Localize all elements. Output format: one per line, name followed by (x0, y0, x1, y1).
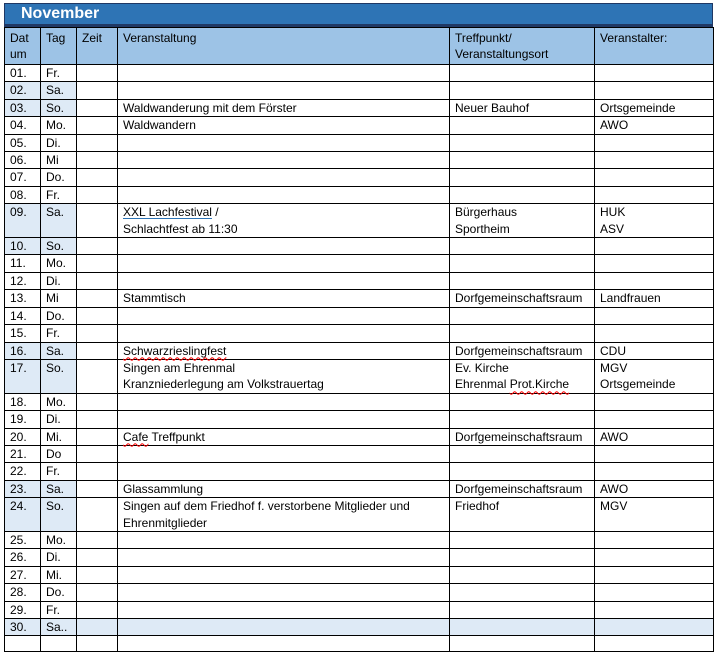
table-row (5, 619, 714, 636)
cell-tag: Di. (41, 549, 77, 566)
cell-datum: 03. (5, 99, 41, 116)
cell-veranstalter (595, 584, 714, 601)
event-calendar (4, 3, 713, 652)
cell-tag: So. (41, 498, 77, 532)
cell-veranstaltung (118, 445, 450, 462)
cell-treffpunkt (450, 272, 595, 289)
cell-text: Schlachtfest ab 11:30 (123, 221, 238, 236)
cell-veranstalter (595, 549, 714, 566)
cell-text: Singen am Ehrenmal (123, 360, 236, 375)
cell-zeit (77, 636, 118, 652)
cell-zeit (77, 186, 118, 203)
cell-datum: 17. (5, 359, 41, 393)
cell-treffpunkt (450, 65, 595, 82)
cell-tag: Fr. (41, 463, 77, 480)
table-row (5, 393, 714, 410)
cell-tag: Sa. (41, 480, 77, 497)
cell-treffpunkt (450, 359, 595, 393)
cell-veranstalter (595, 134, 714, 151)
cell-zeit (77, 134, 118, 151)
cell-veranstaltung (118, 359, 450, 393)
cell-datum: 12. (5, 272, 41, 289)
cell-zeit (77, 152, 118, 169)
cell-datum: 05. (5, 134, 41, 151)
cell-tag: Mi. (41, 566, 77, 583)
cell-text: AWO (600, 481, 629, 496)
cell-text: Waldwandern (123, 118, 196, 133)
table-row (5, 307, 714, 324)
cell-treffpunkt (450, 619, 595, 636)
cell-zeit (77, 117, 118, 134)
cell-zeit (77, 498, 118, 532)
cell-tag: Mi (41, 152, 77, 169)
cell-datum: 13. (5, 290, 41, 307)
cell-veranstaltung (118, 636, 450, 652)
cell-veranstaltung (118, 204, 450, 238)
cell-tag: Sa. (41, 342, 77, 359)
cell-treffpunkt (450, 325, 595, 342)
table-row (5, 584, 714, 601)
table-row (5, 463, 714, 480)
cell-tag: Sa. (41, 204, 77, 238)
cell-text: Dorfgemeinschaftsraum (455, 343, 583, 358)
cell-datum: 15. (5, 325, 41, 342)
cell-veranstalter (595, 325, 714, 342)
cell-veranstalter (595, 359, 714, 393)
cell-zeit (77, 272, 118, 289)
cell-datum: 18. (5, 393, 41, 410)
cell-text: MGV (600, 360, 628, 375)
cell-treffpunkt (450, 463, 595, 480)
cell-veranstalter (595, 117, 714, 134)
event-link[interactable]: XXL Lachfestival (123, 205, 212, 220)
cell-datum: 24. (5, 498, 41, 532)
cell-text: Sportheim (455, 221, 510, 236)
table-row (5, 255, 714, 272)
column-header-datum: Dat um (5, 28, 41, 65)
table-row (5, 117, 714, 134)
cell-zeit (77, 428, 118, 445)
cell-veranstaltung (118, 498, 450, 532)
cell-text: Dorfgemeinschaftsraum (455, 481, 583, 496)
cell-veranstalter (595, 255, 714, 272)
cell-zeit (77, 359, 118, 393)
cell-datum: 29. (5, 601, 41, 618)
table-row (5, 186, 714, 203)
cell-zeit (77, 99, 118, 116)
cell-veranstaltung (118, 255, 450, 272)
cell-zeit (77, 531, 118, 548)
cell-text: Ortsgemeinde (600, 100, 676, 115)
cell-tag: So. (41, 359, 77, 393)
cell-veranstaltung (118, 480, 450, 497)
cell-veranstalter (595, 238, 714, 255)
column-header-veranstalter: Veranstalter: (595, 28, 714, 65)
table-row (5, 65, 714, 82)
table-row (5, 480, 714, 497)
cell-tag: Mi (41, 290, 77, 307)
cell-text: Ehrenmal (455, 377, 510, 392)
cell-zeit (77, 290, 118, 307)
cell-text: Ev. Kirche (455, 360, 509, 375)
cell-treffpunkt (450, 584, 595, 601)
table-row (5, 498, 714, 532)
cell-zeit (77, 169, 118, 186)
cell-text: AWO (600, 118, 629, 133)
cell-datum: 07. (5, 169, 41, 186)
cell-datum: 19. (5, 411, 41, 428)
cell-treffpunkt (450, 636, 595, 652)
cell-zeit (77, 255, 118, 272)
cell-veranstalter (595, 152, 714, 169)
cell-tag: So. (41, 238, 77, 255)
cell-veranstalter (595, 531, 714, 548)
cell-veranstaltung (118, 290, 450, 307)
table-row (5, 152, 714, 169)
cell-text: Waldwanderung mit dem Förster (123, 100, 297, 115)
cell-zeit (77, 445, 118, 462)
cell-zeit (77, 619, 118, 636)
cell-veranstaltung (118, 65, 450, 82)
events-table (4, 27, 714, 652)
cell-zeit (77, 238, 118, 255)
cell-treffpunkt (450, 480, 595, 497)
cell-veranstalter (595, 99, 714, 116)
cell-veranstaltung (118, 619, 450, 636)
table-row (5, 411, 714, 428)
cell-tag: Di. (41, 411, 77, 428)
cell-veranstalter (595, 186, 714, 203)
table-row (5, 82, 714, 99)
cell-text: Landfrauen (600, 291, 661, 306)
table-header-row (5, 28, 714, 65)
cell-zeit (77, 393, 118, 410)
cell-treffpunkt (450, 445, 595, 462)
cell-veranstaltung (118, 584, 450, 601)
cell-text: Glassammlung (123, 481, 204, 496)
cell-veranstalter (595, 393, 714, 410)
cell-treffpunkt (450, 498, 595, 532)
cell-treffpunkt (450, 204, 595, 238)
cell-veranstaltung (118, 117, 450, 134)
cell-treffpunkt (450, 82, 595, 99)
cell-text: Friedhof (455, 499, 500, 514)
table-row (5, 566, 714, 583)
cell-zeit (77, 584, 118, 601)
cell-veranstaltung (118, 393, 450, 410)
cell-veranstalter (595, 272, 714, 289)
cell-treffpunkt (450, 186, 595, 203)
cell-veranstaltung (118, 601, 450, 618)
cell-datum: 23. (5, 480, 41, 497)
table-row (5, 325, 714, 342)
cell-datum: 02. (5, 82, 41, 99)
cell-treffpunkt (450, 428, 595, 445)
cell-veranstalter (595, 65, 714, 82)
cell-treffpunkt (450, 549, 595, 566)
table-row (5, 445, 714, 462)
table-row (5, 272, 714, 289)
cell-text: ASV (600, 221, 625, 236)
cell-zeit (77, 480, 118, 497)
cell-veranstaltung (118, 428, 450, 445)
cell-veranstalter (595, 204, 714, 238)
cell-datum: 04. (5, 117, 41, 134)
cell-veranstaltung (118, 99, 450, 116)
cell-text: / (211, 205, 219, 220)
cell-treffpunkt (450, 307, 595, 324)
cell-veranstaltung (118, 134, 450, 151)
cell-veranstalter (595, 290, 714, 307)
cell-veranstalter (595, 566, 714, 583)
table-row (5, 99, 714, 116)
spellcheck-flagged-text: Cafe (123, 429, 149, 444)
cell-datum: 01. (5, 65, 41, 82)
cell-tag: Mo. (41, 393, 77, 410)
table-row (5, 134, 714, 151)
column-header-tag: Tag (41, 28, 77, 65)
cell-text: Neuer Bauhof (455, 100, 530, 115)
cell-veranstaltung (118, 411, 450, 428)
cell-text: Stammtisch (123, 291, 186, 306)
cell-veranstaltung (118, 549, 450, 566)
cell-veranstalter (595, 480, 714, 497)
cell-veranstaltung (118, 272, 450, 289)
cell-tag: Sa. (41, 82, 77, 99)
cell-datum: 09. (5, 204, 41, 238)
cell-veranstalter (595, 636, 714, 652)
cell-tag: Di. (41, 272, 77, 289)
cell-veranstalter (595, 463, 714, 480)
cell-veranstaltung (118, 152, 450, 169)
cell-treffpunkt (450, 238, 595, 255)
month-title-bar (4, 3, 713, 27)
cell-zeit (77, 566, 118, 583)
cell-veranstalter (595, 307, 714, 324)
cell-text: Treffpunkt (148, 429, 205, 444)
table-row (5, 601, 714, 618)
cell-treffpunkt (450, 117, 595, 134)
cell-veranstalter (595, 498, 714, 532)
cell-datum (5, 636, 41, 652)
cell-tag: Mo. (41, 117, 77, 134)
column-header-veranstaltung: Veranstaltung (118, 28, 450, 65)
column-header-zeit: Zeit (77, 28, 118, 65)
cell-treffpunkt (450, 99, 595, 116)
cell-treffpunkt (450, 134, 595, 151)
cell-treffpunkt (450, 152, 595, 169)
table-row (5, 204, 714, 238)
cell-zeit (77, 65, 118, 82)
cell-treffpunkt (450, 290, 595, 307)
cell-veranstaltung (118, 325, 450, 342)
cell-tag: Do. (41, 307, 77, 324)
cell-tag: Do. (41, 584, 77, 601)
table-row (5, 238, 714, 255)
cell-treffpunkt (450, 601, 595, 618)
cell-datum: 14. (5, 307, 41, 324)
cell-datum: 11. (5, 255, 41, 272)
spellcheck-flagged-text: Schwarzrieslingfest (123, 343, 227, 358)
cell-veranstalter (595, 82, 714, 99)
cell-datum: 22. (5, 463, 41, 480)
cell-treffpunkt (450, 566, 595, 583)
cell-veranstaltung (118, 307, 450, 324)
cell-tag: Sa.. (41, 619, 77, 636)
cell-datum: 10. (5, 238, 41, 255)
cell-veranstaltung (118, 531, 450, 548)
cell-tag (41, 636, 77, 652)
cell-datum: 30. (5, 619, 41, 636)
cell-treffpunkt (450, 393, 595, 410)
cell-text: HUK (600, 205, 626, 220)
cell-veranstalter (595, 428, 714, 445)
table-row (5, 290, 714, 307)
cell-veranstalter (595, 411, 714, 428)
cell-zeit (77, 82, 118, 99)
cell-text: Dorfgemeinschaftsraum (455, 291, 583, 306)
cell-datum: 25. (5, 531, 41, 548)
cell-veranstalter (595, 169, 714, 186)
cell-veranstaltung (118, 169, 450, 186)
cell-zeit (77, 325, 118, 342)
cell-text: CDU (600, 343, 626, 358)
cell-text: Bürgerhaus (455, 205, 518, 220)
cell-veranstalter (595, 342, 714, 359)
cell-veranstalter (595, 601, 714, 618)
cell-tag: Do. (41, 169, 77, 186)
cell-veranstalter (595, 445, 714, 462)
cell-datum: 21. (5, 445, 41, 462)
cell-text: AWO (600, 429, 629, 444)
table-row (5, 169, 714, 186)
cell-zeit (77, 601, 118, 618)
cell-tag: Do (41, 445, 77, 462)
cell-zeit (77, 204, 118, 238)
cell-text: Singen auf dem Friedhof f. verstorbene Mitglieder und Ehrenmitglieder (123, 499, 410, 530)
cell-tag: So. (41, 99, 77, 116)
column-header-treffpunkt: Treffpunkt/ Veranstaltungsort (450, 28, 595, 65)
cell-treffpunkt (450, 342, 595, 359)
cell-text: Dorfgemeinschaftsraum (455, 429, 583, 444)
cell-datum: 27. (5, 566, 41, 583)
cell-tag: Di. (41, 134, 77, 151)
cell-text: MGV (600, 499, 628, 514)
table-row-partial (5, 636, 714, 652)
cell-veranstaltung (118, 463, 450, 480)
cell-tag: Fr. (41, 325, 77, 342)
table-row (5, 342, 714, 359)
cell-veranstaltung (118, 186, 450, 203)
cell-treffpunkt (450, 411, 595, 428)
cell-datum: 28. (5, 584, 41, 601)
cell-veranstaltung (118, 342, 450, 359)
cell-veranstalter (595, 619, 714, 636)
cell-zeit (77, 411, 118, 428)
cell-veranstaltung (118, 566, 450, 583)
cell-zeit (77, 307, 118, 324)
cell-datum: 26. (5, 549, 41, 566)
cell-tag: Mi. (41, 428, 77, 445)
cell-veranstaltung (118, 238, 450, 255)
spellcheck-flagged-text: Prot.Kirche (509, 377, 570, 392)
cell-tag: Mo. (41, 255, 77, 272)
cell-tag: Mo. (41, 531, 77, 548)
month-title: November (21, 5, 100, 22)
cell-datum: 20. (5, 428, 41, 445)
table-row (5, 359, 714, 393)
cell-zeit (77, 463, 118, 480)
cell-zeit (77, 342, 118, 359)
cell-text: Ortsgemeinde (600, 377, 676, 392)
cell-zeit (77, 549, 118, 566)
cell-treffpunkt (450, 255, 595, 272)
cell-treffpunkt (450, 531, 595, 548)
cell-tag: Fr. (41, 601, 77, 618)
cell-datum: 08. (5, 186, 41, 203)
cell-datum: 06. (5, 152, 41, 169)
cell-tag: Fr. (41, 65, 77, 82)
table-row (5, 428, 714, 445)
cell-tag: Fr. (41, 186, 77, 203)
table-row (5, 531, 714, 548)
cell-text: Kranzniederlegung am Volkstrauertag (123, 377, 324, 392)
cell-treffpunkt (450, 169, 595, 186)
cell-datum: 16. (5, 342, 41, 359)
cell-veranstaltung (118, 82, 450, 99)
table-row (5, 549, 714, 566)
